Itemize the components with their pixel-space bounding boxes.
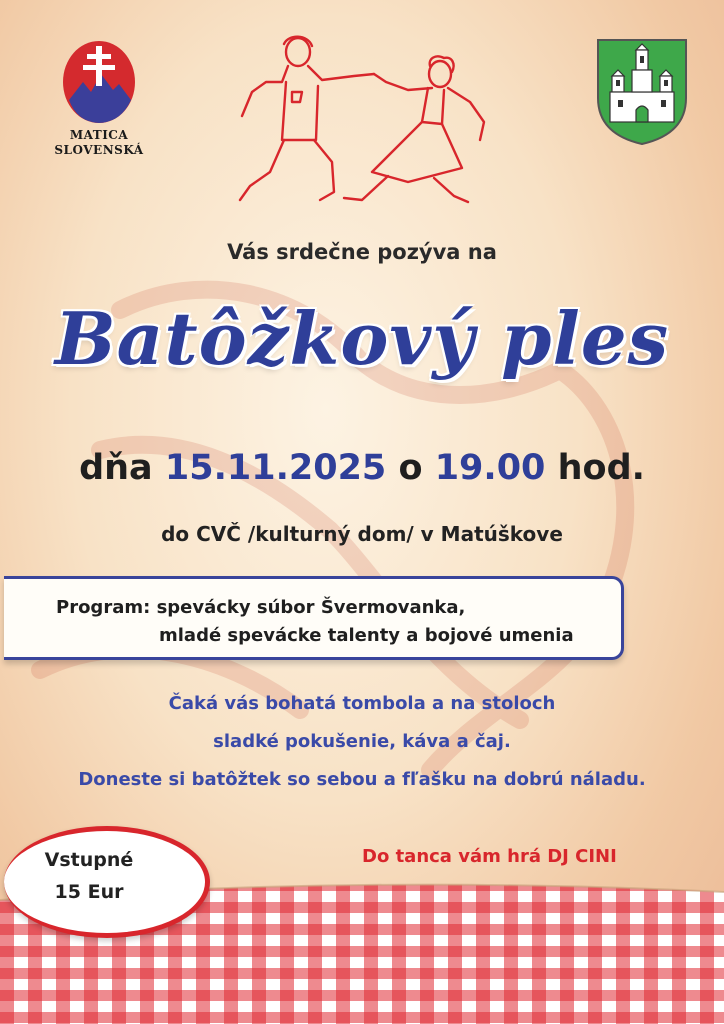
program-box bbox=[4, 576, 624, 660]
logo-text-line2: SLOVENSKÁ bbox=[54, 143, 144, 157]
info-line2: sladké pokušenie, káva a čaj. bbox=[213, 731, 511, 752]
logo-text-line1: MATICA bbox=[69, 128, 129, 142]
matica-slovenska-logo bbox=[44, 38, 154, 158]
program-line1: Program: spevácky súbor Švermovanka, bbox=[56, 597, 466, 618]
date-time: 19.00 bbox=[434, 448, 546, 488]
date-prefix: dňa bbox=[79, 448, 153, 488]
entry-fee-label: Vstupné bbox=[44, 849, 134, 871]
castle-coat-of-arms-icon bbox=[596, 38, 688, 146]
event-date bbox=[0, 448, 724, 488]
swing-dancers-icon bbox=[222, 32, 502, 212]
invite-text: Vás srdečne pozýva na bbox=[227, 240, 497, 264]
entry-fee-badge bbox=[4, 826, 210, 938]
event-venue: do CVČ /kulturný dom/ v Matúškove bbox=[161, 522, 563, 546]
info-line3: Doneste si batôžtek so sebou a fľašku na dobrú náladu. bbox=[78, 769, 646, 790]
entry-fee-price: 15 Eur bbox=[54, 881, 124, 903]
date-day: 15.11.2025 bbox=[164, 448, 387, 488]
date-mid: o bbox=[398, 448, 423, 488]
info-line1: Čaká vás bohatá tombola a na stoloch bbox=[168, 693, 556, 714]
date-suffix: hod. bbox=[557, 448, 645, 488]
dj-text: Do tanca vám hrá DJ CINI bbox=[362, 846, 617, 867]
event-title: Batôžkový ples bbox=[54, 296, 670, 381]
program-line2: mladé spevácke talenty a bojové umenia bbox=[159, 625, 574, 646]
double-cross-mountains-icon bbox=[61, 38, 137, 124]
